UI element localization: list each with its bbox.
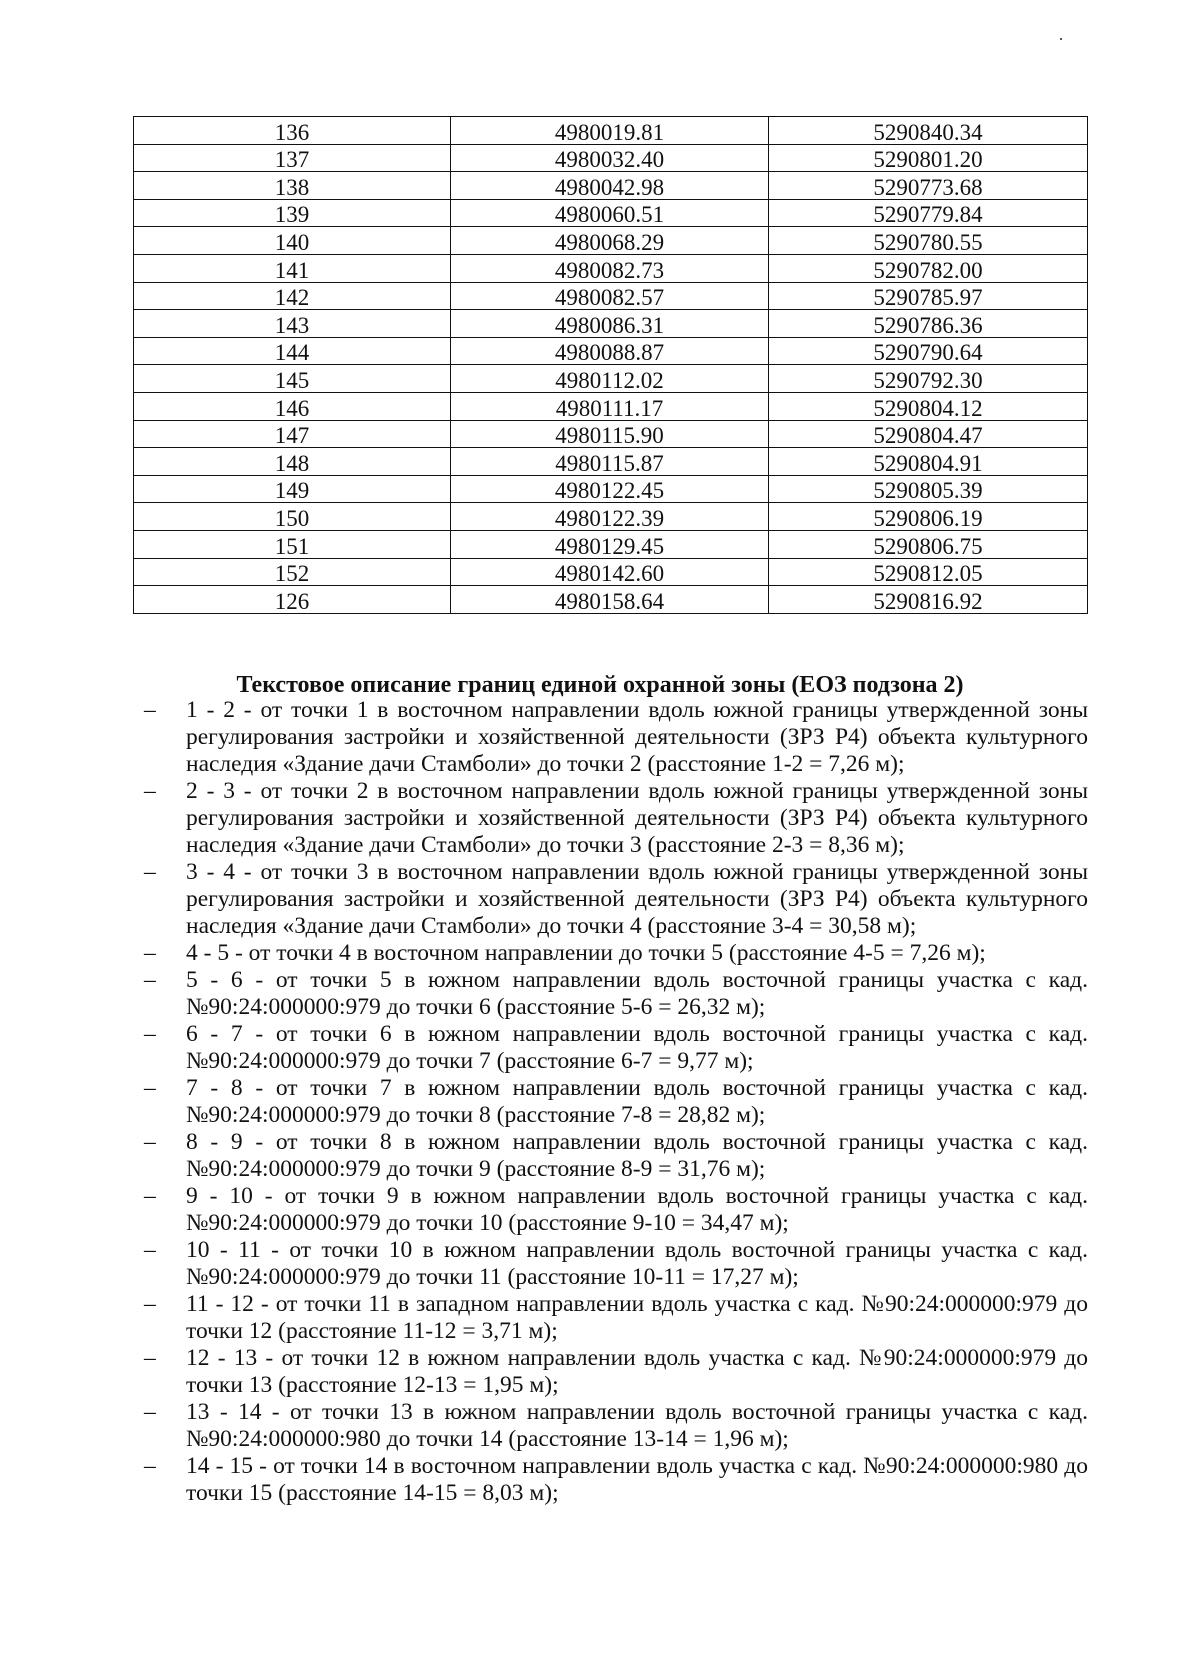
dash-bullet: – <box>144 967 156 993</box>
point-number-cell: 141 <box>134 254 451 282</box>
dash-bullet: – <box>144 1399 156 1425</box>
y-coordinate-cell: 5290806.75 <box>769 530 1088 558</box>
y-coordinate-cell: 5290782.00 <box>769 254 1088 282</box>
y-coordinate-cell: 5290786.36 <box>769 310 1088 338</box>
y-coordinate-cell: 5290780.55 <box>769 227 1088 255</box>
point-number-cell: 139 <box>134 199 451 227</box>
list-item <box>140 1399 1088 1453</box>
list-item-text: 8 - 9 - от точки 8 в южном направлении вдоль восточной границы участка с кад. №90:24:000000:979 до точки 9 (расстояние 8-9 = 31,76 м); <box>186 1129 1088 1182</box>
y-coordinate-cell: 5290804.91 <box>769 448 1088 476</box>
y-coordinate-cell: 5290840.34 <box>769 117 1088 145</box>
dash-bullet: – <box>144 1183 156 1209</box>
table-row <box>134 172 1088 200</box>
dash-bullet: – <box>144 778 156 804</box>
list-item-text: 11 - 12 - от точки 11 в западном направлении вдоль участка с кад. №90:24:000000:979 до точки 12 (расстояние 11-12 = 3,71 м); <box>186 1291 1088 1344</box>
dash-bullet: – <box>144 1291 156 1317</box>
point-number-cell: 144 <box>134 337 451 365</box>
x-coordinate-cell: 4980122.45 <box>451 475 769 503</box>
point-number-cell: 147 <box>134 420 451 448</box>
point-number-cell: 152 <box>134 558 451 586</box>
y-coordinate-cell: 5290806.19 <box>769 503 1088 531</box>
point-number-cell: 143 <box>134 310 451 338</box>
list-item-text: 3 - 4 - от точки 3 в восточном направлении вдоль южной границы утвержденной зоны регулирования застройки и хозяйственной деятельности (ЗРЗ Р4) объекта культурного наследия «Здание дачи Стамболи» до точки 4 (расстояние 3-4 = 30,58 м); <box>186 859 1088 939</box>
table-row <box>134 558 1088 586</box>
table-row <box>134 227 1088 255</box>
dash-bullet: – <box>144 1453 156 1479</box>
table-row <box>134 586 1088 614</box>
x-coordinate-cell: 4980082.73 <box>451 254 769 282</box>
coordinates-table <box>133 116 1088 614</box>
dash-bullet: – <box>144 1129 156 1155</box>
x-coordinate-cell: 4980082.57 <box>451 282 769 310</box>
list-item-text: 7 - 8 - от точки 7 в южном направлении вдоль восточной границы участка с кад. №90:24:000000:979 до точки 8 (расстояние 7-8 = 28,82 м); <box>186 1075 1088 1128</box>
list-item <box>140 1183 1088 1237</box>
list-item-text: 13 - 14 - от точки 13 в южном направлении вдоль восточной границы участка с кад. №90:24:000000:980 до точки 14 (расстояние 13-14 = 1,96 м); <box>186 1399 1088 1452</box>
point-number-cell: 126 <box>134 586 451 614</box>
list-item-text: 1 - 2 - от точки 1 в восточном направлении вдоль южной границы утвержденной зоны регулирования застройки и хозяйственной деятельности (ЗРЗ Р4) объекта культурного наследия «Здание дачи Стамболи» до точки 2 (расстояние 1-2 = 7,26 м); <box>186 697 1088 777</box>
x-coordinate-cell: 4980122.39 <box>451 503 769 531</box>
table-row <box>134 199 1088 227</box>
list-item-text: 14 - 15 - от точки 14 в восточном направлении вдоль участка с кад. №90:24:000000:980 до точки 15 (расстояние 14-15 = 8,03 м); <box>186 1453 1088 1506</box>
y-coordinate-cell: 5290785.97 <box>769 282 1088 310</box>
point-number-cell: 137 <box>134 144 451 172</box>
list-item <box>140 697 1088 778</box>
list-item <box>140 1291 1088 1345</box>
point-number-cell: 140 <box>134 227 451 255</box>
y-coordinate-cell: 5290804.47 <box>769 420 1088 448</box>
list-item <box>140 1237 1088 1291</box>
x-coordinate-cell: 4980060.51 <box>451 199 769 227</box>
dash-bullet: – <box>144 697 156 723</box>
list-item <box>140 1075 1088 1129</box>
table-row <box>134 420 1088 448</box>
boundary-description-list <box>140 697 1088 1507</box>
table-row <box>134 475 1088 503</box>
y-coordinate-cell: 5290804.12 <box>769 392 1088 420</box>
table-row <box>134 448 1088 476</box>
point-number-cell: 146 <box>134 392 451 420</box>
dash-bullet: – <box>144 1237 156 1263</box>
list-item <box>140 1129 1088 1183</box>
point-number-cell: 148 <box>134 448 451 476</box>
y-coordinate-cell: 5290790.64 <box>769 337 1088 365</box>
table-row <box>134 310 1088 338</box>
list-item <box>140 940 1088 967</box>
dash-bullet: – <box>144 1021 156 1047</box>
point-number-cell: 136 <box>134 117 451 145</box>
list-item <box>140 778 1088 859</box>
x-coordinate-cell: 4980086.31 <box>451 310 769 338</box>
list-item-text: 5 - 6 - от точки 5 в южном направлении вдоль восточной границы участка с кад. №90:24:000000:979 до точки 6 (расстояние 5-6 = 26,32 м); <box>186 967 1088 1020</box>
table-row <box>134 337 1088 365</box>
point-number-cell: 150 <box>134 503 451 531</box>
y-coordinate-cell: 5290816.92 <box>769 586 1088 614</box>
point-number-cell: 138 <box>134 172 451 200</box>
table-row <box>134 144 1088 172</box>
dash-bullet: – <box>144 859 156 885</box>
x-coordinate-cell: 4980112.02 <box>451 365 769 393</box>
x-coordinate-cell: 4980111.17 <box>451 392 769 420</box>
y-coordinate-cell: 5290801.20 <box>769 144 1088 172</box>
list-item <box>140 1345 1088 1399</box>
list-item-text: 4 - 5 - от точки 4 в восточном направлении до точки 5 (расстояние 4-5 = 7,26 м); <box>186 940 986 966</box>
point-number-cell: 142 <box>134 282 451 310</box>
dash-bullet: – <box>144 940 156 966</box>
list-item <box>140 859 1088 940</box>
list-item <box>140 967 1088 1021</box>
y-coordinate-cell: 5290779.84 <box>769 199 1088 227</box>
table-row <box>134 503 1088 531</box>
list-item <box>140 1021 1088 1075</box>
list-item-text: 9 - 10 - от точки 9 в южном направлении вдоль восточной границы участка с кад. №90:24:000000:979 до точки 10 (расстояние 9-10 = 34,47 м); <box>186 1183 1088 1236</box>
point-number-cell: 149 <box>134 475 451 503</box>
point-number-cell: 151 <box>134 530 451 558</box>
x-coordinate-cell: 4980042.98 <box>451 172 769 200</box>
dash-bullet: – <box>144 1345 156 1371</box>
x-coordinate-cell: 4980129.45 <box>451 530 769 558</box>
table-row <box>134 392 1088 420</box>
section-title: Текстовое описание границ единой охранной зоны (ЕОЗ подзона 2) <box>236 672 964 698</box>
scan-speck <box>1060 38 1062 40</box>
point-number-cell: 145 <box>134 365 451 393</box>
y-coordinate-cell: 5290773.68 <box>769 172 1088 200</box>
x-coordinate-cell: 4980115.90 <box>451 420 769 448</box>
table-row <box>134 254 1088 282</box>
list-item-text: 6 - 7 - от точки 6 в южном направлении вдоль восточной границы участка с кад. №90:24:000000:979 до точки 7 (расстояние 6-7 = 9,77 м); <box>186 1021 1088 1074</box>
x-coordinate-cell: 4980068.29 <box>451 227 769 255</box>
table-row <box>134 530 1088 558</box>
list-item-text: 10 - 11 - от точки 10 в южном направлении вдоль восточной границы участка с кад. №90:24:000000:979 до точки 11 (расстояние 10-11 = 17,27 м); <box>186 1237 1088 1290</box>
x-coordinate-cell: 4980158.64 <box>451 586 769 614</box>
table-row <box>134 365 1088 393</box>
x-coordinate-cell: 4980142.60 <box>451 558 769 586</box>
x-coordinate-cell: 4980032.40 <box>451 144 769 172</box>
x-coordinate-cell: 4980115.87 <box>451 448 769 476</box>
y-coordinate-cell: 5290812.05 <box>769 558 1088 586</box>
coordinates-table-body <box>134 117 1088 614</box>
list-item <box>140 1453 1088 1507</box>
x-coordinate-cell: 4980019.81 <box>451 117 769 145</box>
table-row <box>134 282 1088 310</box>
y-coordinate-cell: 5290792.30 <box>769 365 1088 393</box>
list-item-text: 2 - 3 - от точки 2 в восточном направлении вдоль южной границы утвержденной зоны регулирования застройки и хозяйственной деятельности (ЗРЗ Р4) объекта культурного наследия «Здание дачи Стамболи» до точки 3 (расстояние 2-3 = 8,36 м); <box>186 778 1088 858</box>
y-coordinate-cell: 5290805.39 <box>769 475 1088 503</box>
x-coordinate-cell: 4980088.87 <box>451 337 769 365</box>
dash-bullet: – <box>144 1075 156 1101</box>
table-row <box>134 117 1088 145</box>
list-item-text: 12 - 13 - от точки 12 в южном направлении вдоль участка с кад. №90:24:000000:979 до точки 13 (расстояние 12-13 = 1,95 м); <box>186 1345 1088 1398</box>
